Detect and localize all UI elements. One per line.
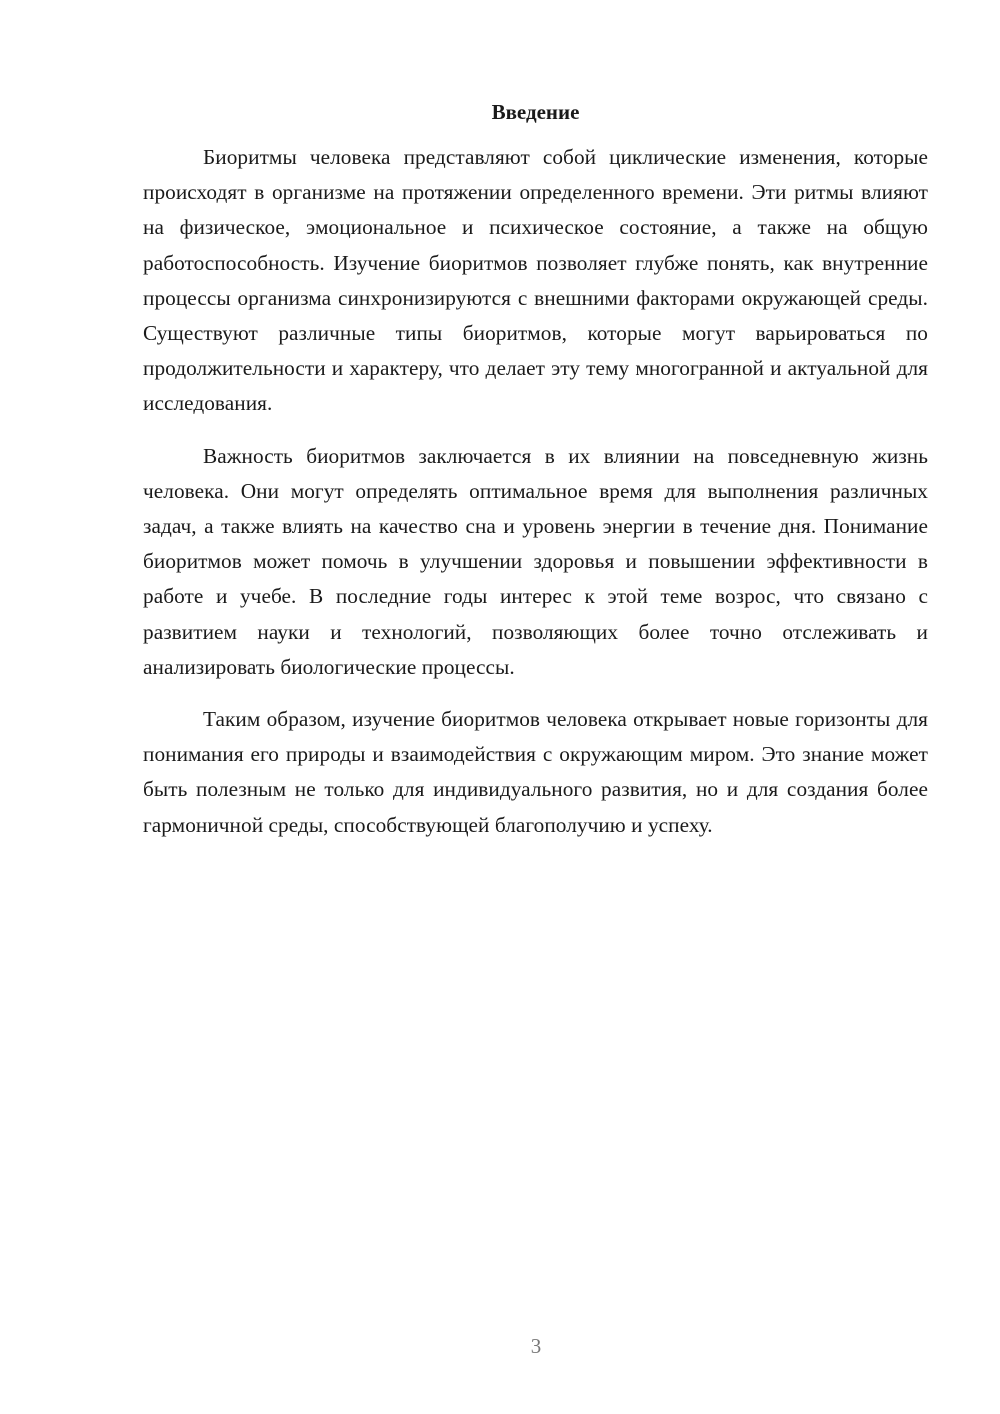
page-number: 3 (530, 1334, 542, 1358)
section-heading: Введение (491, 100, 580, 124)
body-text (143, 140, 928, 860)
paragraph-3: Таким образом, изучение биоритмов человека открывает новые горизонты для понимания его природы и взаимодействия с окружающим миром. Это знание может быть полезным не только для индивидуального развития, но и для создания более гармоничной среды, способствующей благополучию и успеху. (143, 707, 928, 837)
paragraph-2: Важность биоритмов заключается в их влиянии на повседневную жизнь человека. Они могут определять оптимальное время для выполнения различных задач, а также влиять на качество сна и уровень энергии в течение дня. Понимание биоритмов может помочь в улучшении здоровья и повышении эффективности в работе и учебе. В последние годы интерес к этой теме возрос, что связано с развитием науки и технологий, позволяющих более точно отслеживать и анализировать биологические процессы. (143, 443, 928, 679)
paragraph-1: Биоритмы человека представляют собой циклические изменения, которые происходят в организме на протяжении определенного времени. Эти ритмы влияют на физическое, эмоциональное и психическое состояние, а также на общую работоспособность. Изучение биоритмов позволяет глубже понять, как внутренние процессы организма синхронизируются с внешними факторами окружающей среды. Существуют различные типы биоритмов, которые могут варьироваться по продолжительности и характеру, что делает эту тему многогранной и актуальной для исследования. (143, 145, 928, 416)
